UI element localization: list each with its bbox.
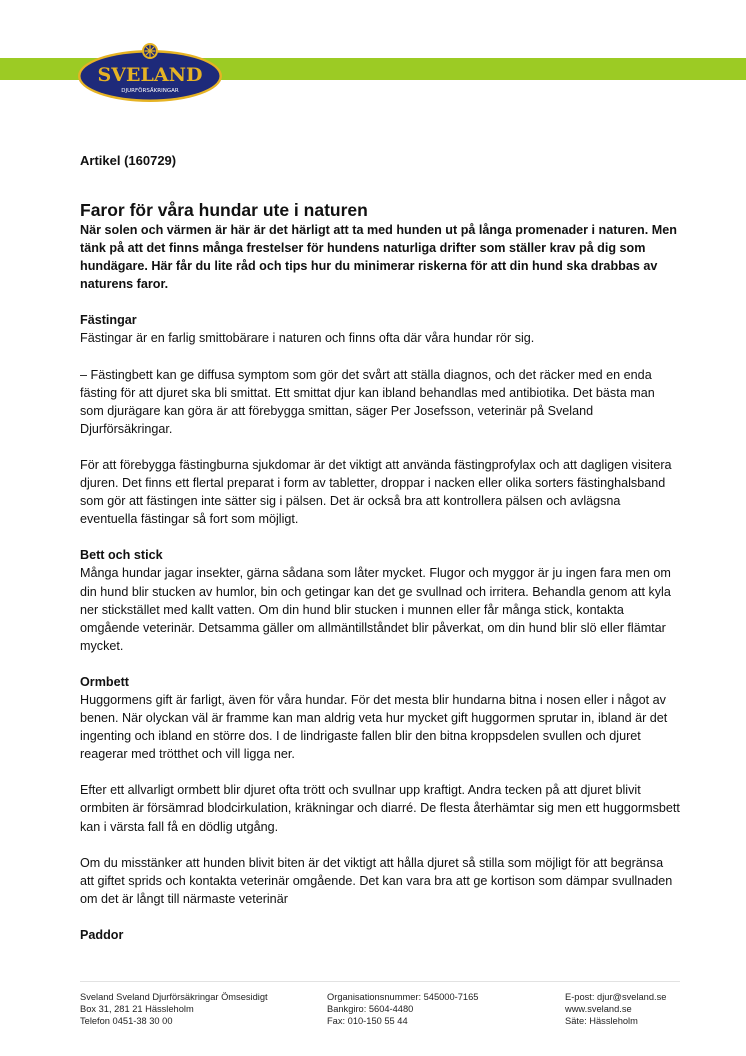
- footer-seat: Säte: Hässleholm: [565, 1016, 638, 1026]
- article-ingress: När solen och värmen är här är det härligt att ta med hunden ut på långa promenader i naturen. Men tänk på att det finns många frestelser för hundens naturliga drifter som ställer krav på dig som hundägare. Här får du lite råd och tips hur du minimerar riskerna för att din hund ska drabbas av naturens faror.: [80, 223, 677, 292]
- sveland-logo: [75, 38, 225, 104]
- footer-company-info: [80, 991, 300, 1027]
- section-heading: Paddor: [80, 927, 124, 942]
- article-id: Artikel (160729): [80, 153, 177, 168]
- section-bett-och-stick: [80, 546, 680, 655]
- footer-phone: Telefon 0451-38 30 00: [80, 1016, 173, 1026]
- article-title: Faror för våra hundar ute i naturen: [80, 200, 368, 220]
- section-fastingar: [80, 311, 680, 528]
- logo-tagline: DJURFÖRSÄKRINGAR: [121, 88, 179, 94]
- footer-website: www.sveland.se: [565, 1004, 632, 1014]
- paragraph: Efter ett allvarligt ormbett blir djuret ofta trött och svullnar upp kraftigt. Andra tecken på att djuret blivit ormbiten är försämrad blodcirkulation, kräkningar och diarré. De flesta återhämtar sig men ett huggormsbett kan i värsta fall få en dödlig utgång.: [80, 783, 680, 834]
- section-heading: Bett och stick: [80, 548, 163, 563]
- logo-wordmark: SVELAND: [97, 64, 203, 86]
- paragraph: – Fästingbett kan ge diffusa symptom som gör det svårt att ställa diagnos, och det räcker med en enda fästing för att djuret ska bli smittat. Ett smittat djur kan ibland behandlas med antibiotika. Det bästa man som djurägare kan göra är att förebygga smittan, säger Per Josefsson, veterinär på Sveland Djurförsäkringar.: [80, 367, 655, 436]
- footer-address: Box 31, 281 21 Hässleholm: [80, 1004, 194, 1014]
- paragraph: För att förebygga fästingburna sjukdomar är det viktigt att använda fästingprofylax och att dagligen visitera djuren. Det finns ett flertal preparat i form av tabletter, droppar i nacken eller olika sorters fästinghalsband som gör att fästingen inte sätter sig i pälsen. Det är också bra att kontrollera pälsen och avlägsna eventuella fästingar så fort som möjligt.: [80, 457, 672, 527]
- footer-org-number: Organisationsnummer: 545000-7165: [327, 992, 479, 1002]
- paragraph: Många hundar jagar insekter, gärna sådana som låter mycket. Flugor och myggor är ju ingen fara men om din hund blir stucken av humlor, bin och getingar kan det ge svullnad och irritera. Behandla genom att kyla ner stickstället med kallt vatten. Om din hund blir stucken i munnen eller får många stick, kontakta omgående veterinär. Detsamma gäller om allmäntillståndet blir påverkat, om din hund blir slö eller flämtar mycket.: [80, 566, 671, 653]
- section-ormbett: [80, 673, 680, 908]
- article-body: [80, 152, 680, 944]
- footer-registration-info: [327, 991, 537, 1027]
- footer-email: E-post: djur@sveland.se: [565, 992, 667, 1002]
- paragraph: Om du misstänker att hunden blivit biten är det viktigt att hålla djuret så stilla som möjligt för att begränsa att giftet sprids och kontakta veterinär omgående. Det kan vara bra att ge kortison som dämpar svullnaden om det är långt till närmaste veterinär: [80, 855, 673, 906]
- section-heading: Fästingar: [80, 313, 137, 328]
- paragraph: Fästingar är en farlig smittobärare i naturen och finns ofta där våra hundar rör sig.: [80, 331, 535, 346]
- section-paddor: [80, 926, 680, 944]
- section-heading: Ormbett: [80, 674, 129, 689]
- footer-bankgiro: Bankgiro: 5604-4480: [327, 1004, 414, 1014]
- footer-fax: Fax: 010-150 55 44: [327, 1016, 408, 1026]
- paragraph: Huggormens gift är farligt, även för våra hundar. För det mesta blir hundarna bitna i nosen eller i något av benen. När olyckan väl är framme kan man aldrig veta hur mycket gift huggormen sprutar in, ibland är det ingenting och ibland en större dos. I de lindrigaste fallen blir den bitna kroppsdelen svullen och djuret reagerar med trötthet och vill ligga ner.: [80, 692, 668, 762]
- footer-company-name: Sveland Sveland Djurförsäkringar Ömsesidigt: [80, 992, 268, 1002]
- footer-contact-info: [565, 991, 695, 1027]
- footer-divider: [80, 981, 680, 982]
